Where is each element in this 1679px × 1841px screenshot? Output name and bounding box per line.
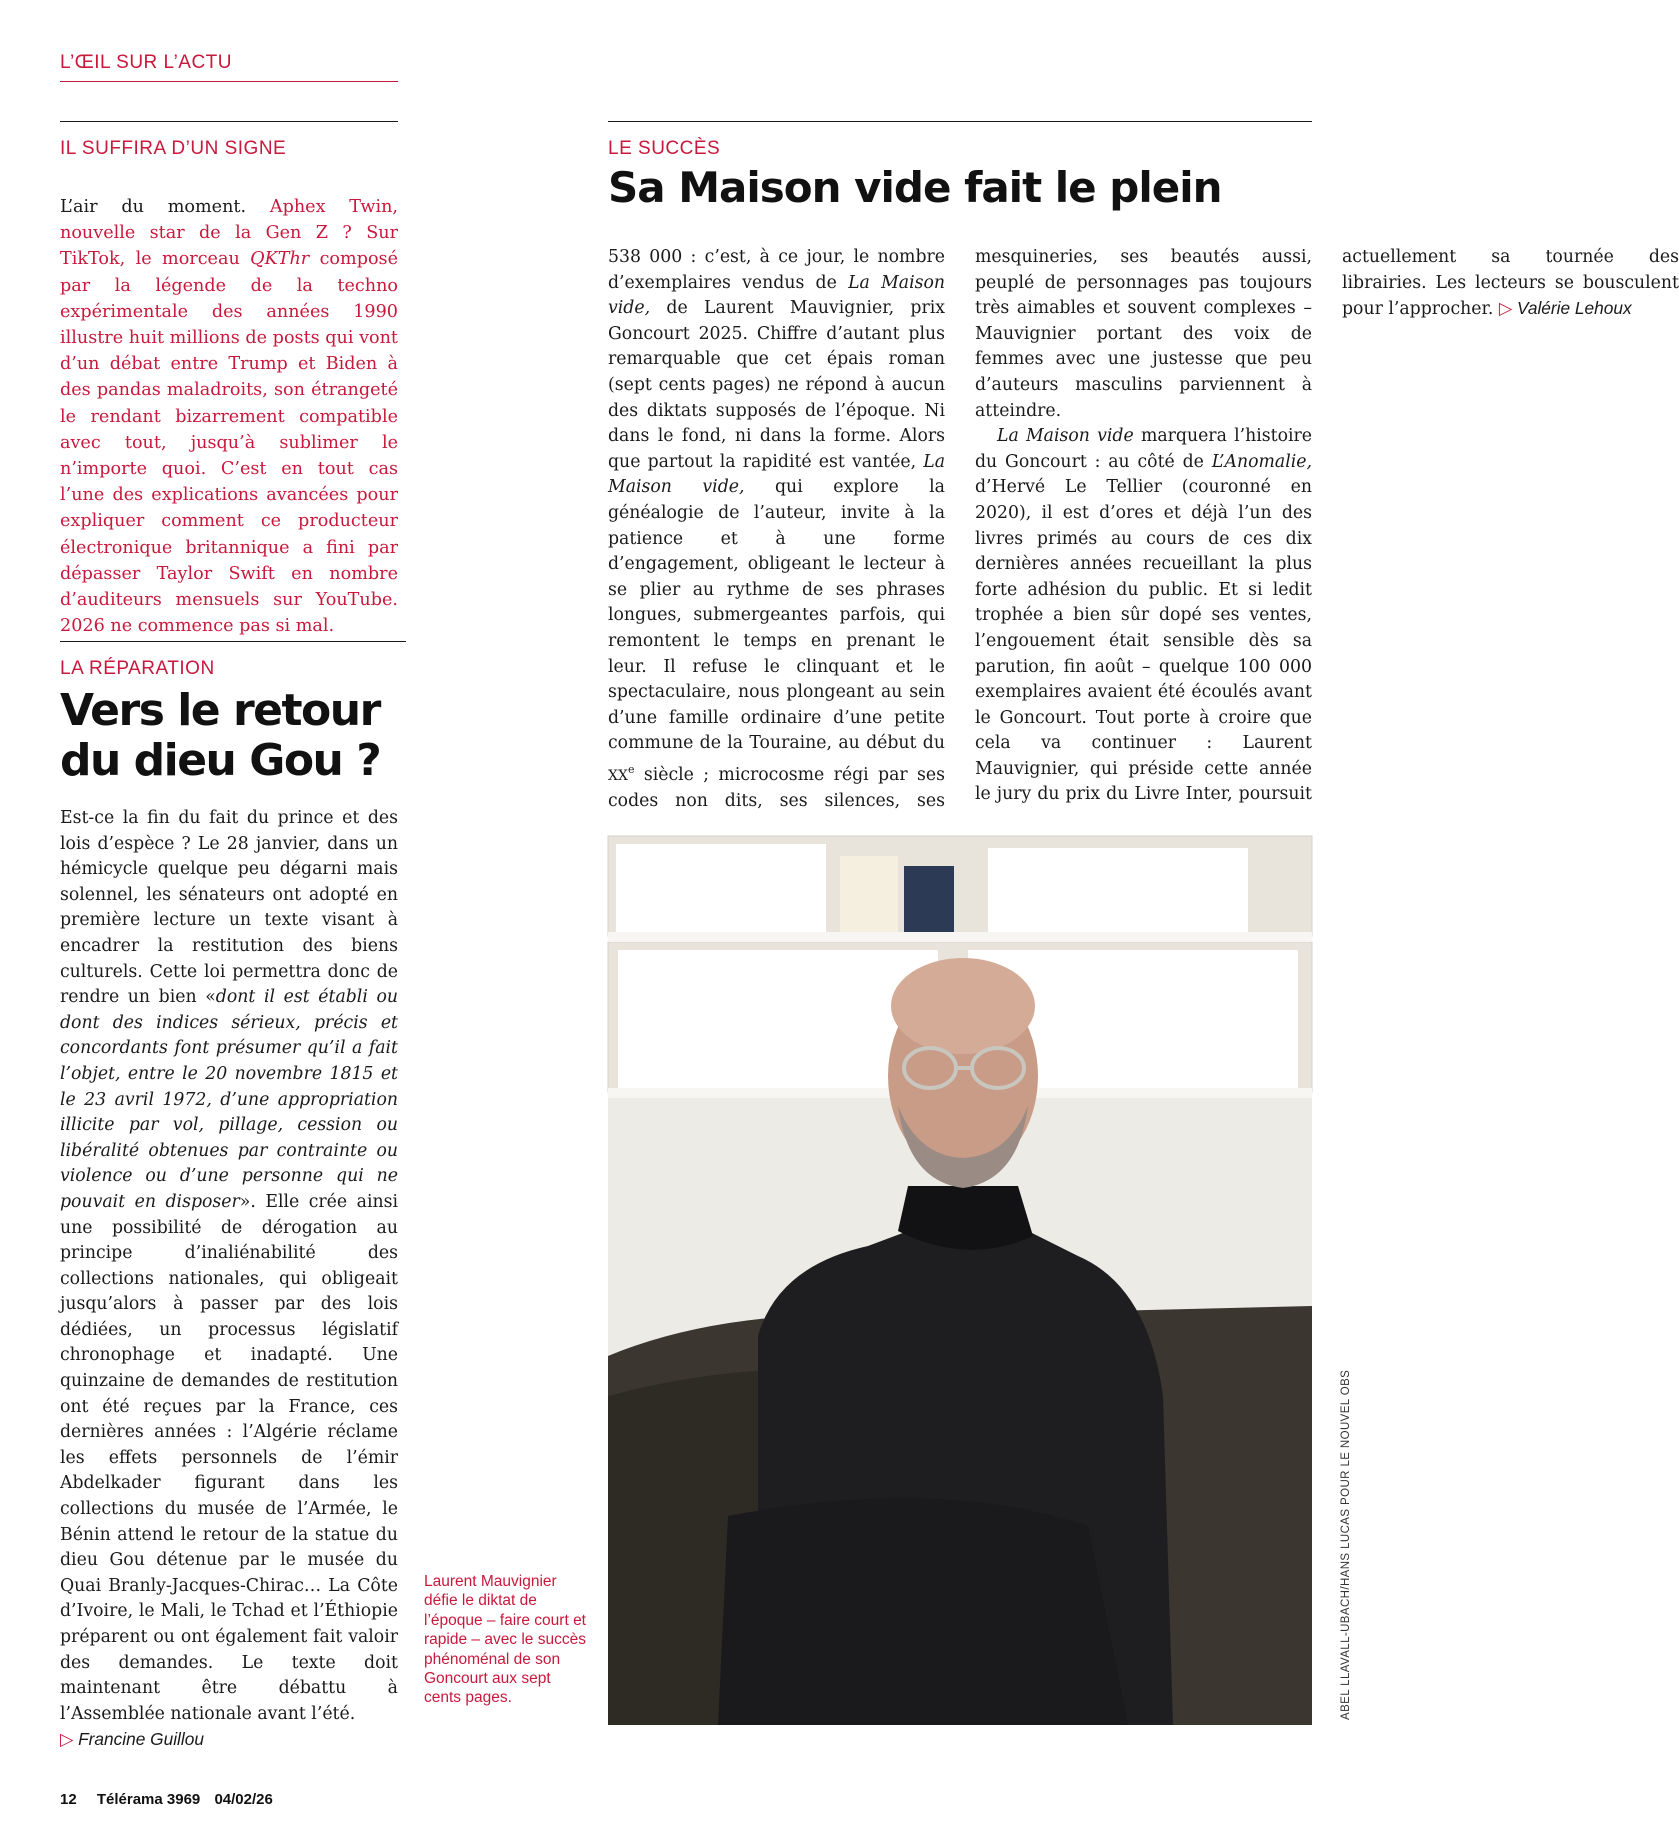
author-photo-illustration bbox=[608, 836, 1312, 1725]
succes-headline: Sa Maison vide fait le plein bbox=[608, 163, 1222, 212]
succes-p1-c: qui explore la généalogie de l’auteur, invite à la patience et à une forme d’engagement, obligeant le lecteur à se plier au rythme de ses phrases longues, submergeantes parfois, qui remontent le temps en prenant le leur. Il refuse le clinquant et le spectaculaire, nous plongeant au sein d’une famille ordinaire d’une petite commune de la Touraine, au début du bbox=[608, 477, 945, 754]
reparation-body bbox=[60, 806, 398, 1754]
reparation-headline bbox=[60, 686, 398, 786]
section-label: L’ŒIL SUR L’ACTU bbox=[60, 52, 233, 73]
signature-triangle-icon: ▷ bbox=[60, 1729, 74, 1750]
succes-p2-a: marquera l’histoire du Goncourt : au côté de bbox=[975, 426, 1312, 472]
succes-p1-a: 538 000 : c’est, à ce jour, le nombre d’exemplaires vendus de bbox=[608, 247, 945, 293]
footer-magazine: Télérama 3969 bbox=[96, 1791, 201, 1808]
signature-triangle-icon: ▷ bbox=[1498, 298, 1513, 319]
succes-header bbox=[608, 138, 1312, 212]
signe-lead: L’air du moment. bbox=[60, 197, 247, 217]
reparation-quote: dont il est établi ou dont des indices sérieux, précis et concordants font présumer qu’il a fait l’objet, entre le 20 novembre 1815 et le 23 avril 1972, d’une appropriation illicite par vol, pillage, cession ou libéralité obtenues par contrainte ou violence ou d’une personne qui ne pouvait en disposer bbox=[60, 987, 399, 1212]
succes-book-title: La Maison vide, bbox=[608, 272, 946, 319]
author-photo bbox=[608, 836, 1312, 1725]
signe-track-title: QKThr bbox=[250, 249, 310, 270]
footer-date: 04/02/26 bbox=[214, 1791, 273, 1808]
succes-p2-book-title: La Maison vide bbox=[997, 426, 1134, 447]
reparation-kicker: LA RÉPARATION bbox=[60, 658, 215, 679]
signe-article bbox=[60, 138, 398, 639]
signe-top-rule bbox=[60, 121, 398, 122]
succes-signature bbox=[1499, 298, 1632, 318]
succes-body bbox=[608, 245, 1679, 823]
signe-body-a: Aphex Twin, nouvelle star de la Gen Z ? Sur TikTok, le morceau bbox=[60, 197, 398, 270]
footer-page-number: 12 bbox=[60, 1791, 77, 1808]
photo-credit: ABEL LLAVALL-UBACH/HANS LUCAS POUR LE NOUVEL OBS bbox=[1340, 1369, 1352, 1720]
reparation-signature bbox=[60, 1729, 204, 1749]
signe-kicker: IL SUFFIRA D’UN SIGNE bbox=[60, 138, 287, 159]
signe-body-b: composé par la légende de la techno expérimentale des années 1990 illustre huit millions de posts qui vont d’un débat entre Trump et Biden à des pandas maladroits, son étrangeté le rendant bizarrement compatible avec tout, jusqu’à sublimer le n’importe quoi. C’est en tout cas l’une des explications avancées pour expliquer comment ce producteur électronique britannique a fini par dépasser Taylor Swift en nombre d’auditeurs mensuels sur YouTube. 2026 ne commence pas si mal. bbox=[60, 249, 399, 637]
succes-century: XX bbox=[608, 767, 628, 784]
reparation-headline-line1: Vers le retour bbox=[60, 685, 380, 736]
signe-body bbox=[60, 194, 398, 639]
photo-caption: Laurent Mauvignier défie le diktat de l’époque – faire court et rapide – avec le succès phénoménal de son Goncourt aux sept cents pages. bbox=[424, 1573, 586, 1707]
reparation-article bbox=[60, 658, 398, 1754]
succes-p1-d: siècle ; microcosme régi par ses codes non dits, ses silences, ses mesquineries, ses beautés aussi, peuplé de personnages pas toujours très aimables et souvent complexes – Mauvignier portant des voix de femmes avec une justesse que peu d’auteurs masculins parviennent à atteindre. bbox=[608, 247, 1312, 812]
section-rule bbox=[60, 81, 398, 82]
reparation-body-1: Est-ce la fin du fait du prince et des lois d’espèce ? Le 28 janvier, dans un hémicycle quelque peu dégarni mais solennel, les sénateurs ont adopté en première lecture un texte visant à encadrer la restitution des biens culturels. Cette loi permettra donc de rendre un bien « bbox=[60, 808, 398, 1008]
succes-kicker: LE SUCCÈS bbox=[608, 138, 721, 159]
succes-p1-b: de Laurent Mauvignier, prix Goncourt 2025. Chiffre d’autant plus remarquable que cet épais roman (sept cents pages) ne répond à aucun des diktats supposés de l’époque. Ni dans le fond, ni dans la forme. Alors que partout la rapidité est vantée, bbox=[608, 298, 945, 472]
reparation-author: Francine Guillou bbox=[78, 1729, 204, 1750]
succes-century-sup: e bbox=[627, 762, 635, 776]
succes-book-title-2: La Maison vide, bbox=[608, 451, 945, 498]
succes-top-rule bbox=[608, 121, 1312, 122]
footer bbox=[60, 1791, 273, 1808]
reparation-top-rule bbox=[60, 641, 406, 642]
reparation-headline-line2: du dieu Gou ? bbox=[60, 735, 381, 786]
reparation-body-2: ». Elle crée ainsi une possibilité de dérogation au principe d’inaliénabilité des collections nationales, qui obligeait jusqu’alors à passer par des lois dédiées, un processus législatif chronophage et inadapté. Une quinzaine de demandes de restitution ont été reçues par la France, ces dernières années : l’Algérie réclame les effets personnels de l’émir Abdelkader figurant dans les collections du musée de l’Armée, le Bénin attend le retour de la statue du dieu Gou détenue par le musée du Quai Branly-Jacques-Chirac… La Côte d’Ivoire, le Mali, le Tchad et l’Éthiopie préparent ou ont également fait valoir des demandes. Le texte doit maintenant être débattu à l’Assemblée nationale avant l’été. bbox=[60, 1191, 398, 1724]
succes-p2-b: d’Hervé Le Tellier (couronné en 2020), il est d’ores et déjà l’un des livres primés au cours de ces dix dernières années recueillant la plus forte adhésion du public. Et si ledit trophée a bien sûr dopé ses ventes, l’engouement était sensible dès sa parution, fin août – quelque 100 000 exemplaires avaient été écoulés avant le Goncourt. Tout porte à croire que cela va continuer : Laurent Mauvignier, qui préside cette année le jury du prix du Livre Inter, poursuit actuellement sa tournée des librairies. Les lecteurs se bousculent pour l’approcher. bbox=[975, 247, 1679, 805]
succes-p2-anomalie: L’Anomalie, bbox=[1211, 451, 1312, 472]
succes-author: Valérie Lehoux bbox=[1516, 298, 1632, 319]
